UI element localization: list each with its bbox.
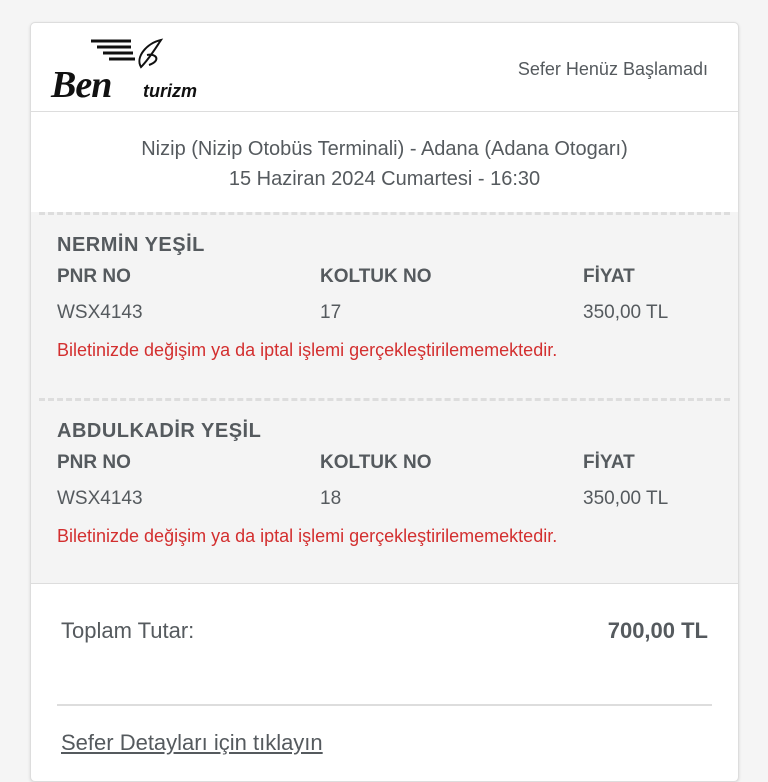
cancel-warning: Biletinizde değişim ya da iptal işlemi gerçekleştirilememektedir. [57, 340, 558, 360]
price-label: FİYAT [583, 266, 635, 287]
trip-details-link[interactable]: Sefer Detayları için tıklayın [61, 730, 323, 755]
total-amount: 700,00 TL [607, 618, 708, 643]
seat-label: KOLTUK NO [320, 266, 432, 287]
passenger-ticket [31, 212, 738, 398]
price-label: FİYAT [583, 452, 635, 473]
ben-turizm-logo: Ben turizm [51, 37, 211, 101]
pnr-value: WSX4143 [57, 488, 143, 509]
passenger-name: ABDULKADİR YEŞİL [57, 420, 262, 442]
seat-label: KOLTUK NO [320, 452, 432, 473]
seat-value: 18 [320, 488, 342, 509]
total-label: Toplam Tutar: [61, 618, 195, 643]
ticket-card [30, 22, 739, 782]
total-row [31, 584, 738, 704]
pnr-label: PNR NO [57, 266, 131, 287]
pnr-label: PNR NO [57, 452, 131, 473]
passenger-name: NERMİN YEŞİL [57, 234, 205, 256]
route-line: Nizip (Nizip Otobüs Terminali) - Adana (Adana Otogarı) [141, 138, 628, 160]
trip-status: Sefer Henüz Başlamadı [517, 59, 708, 79]
price-value: 350,00 TL [583, 488, 669, 509]
header [31, 23, 738, 112]
price-value: 350,00 TL [583, 302, 669, 323]
route-datetime: 15 Haziran 2024 Cumartesi - 16:30 [228, 168, 541, 190]
passenger-ticket [31, 398, 738, 584]
seat-value: 17 [320, 302, 342, 323]
pnr-value: WSX4143 [57, 302, 143, 323]
route-info [31, 112, 738, 212]
cancel-warning: Biletinizde değişim ya da iptal işlemi gerçekleştirilememektedir. [57, 526, 558, 546]
